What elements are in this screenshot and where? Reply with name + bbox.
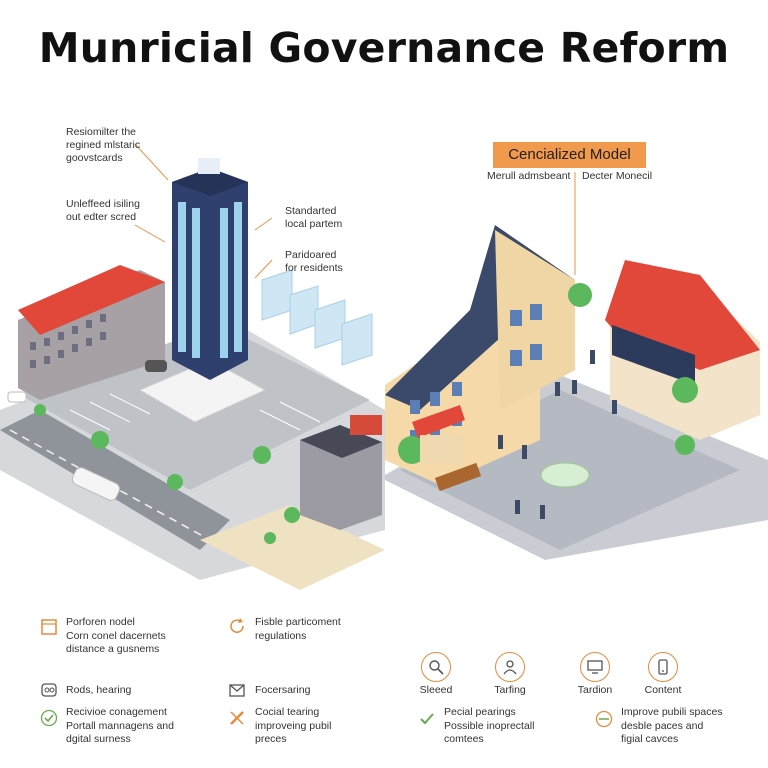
city-illustration: [0, 110, 768, 590]
feature-recivioe-conagement: Recivioe conagement Portall mannagens and dgital surness: [66, 706, 174, 745]
annotation-regional-standards: Resiomilter the regined mlstaric goovstcards: [66, 126, 141, 164]
person-icon: [495, 652, 525, 682]
feature-porforen-model: Porforen nodel Corn conel dacernets distance a gusnems: [66, 616, 166, 655]
envelope-icon: [228, 681, 246, 699]
circle-label-tarfing: Tarfing: [494, 684, 526, 696]
feature-rods-hearing: Rods, hearing: [66, 684, 132, 696]
circle-label-tardion: Tardion: [577, 684, 613, 696]
search-icon: [421, 652, 451, 682]
check-icon: [418, 710, 436, 728]
feature-focersaring: Focersaring: [255, 684, 311, 696]
right-district-scene: [385, 225, 768, 560]
phone-icon: [648, 652, 678, 682]
document-icon: [40, 618, 58, 636]
tools-icon: [228, 709, 246, 727]
screen-icon: [580, 652, 610, 682]
circle-label-sleeed: Sleeed: [419, 684, 453, 696]
feature-cocial-tearing: Cocial tearing improveing pubil preces: [255, 706, 332, 745]
refresh-icon: [228, 617, 246, 635]
model-sub-right: Decter Monecil: [582, 170, 653, 182]
feature-flexible-participation: Fisble particoment regulations: [255, 616, 341, 642]
check-icon: [40, 709, 58, 727]
slash-circle-icon: [595, 710, 613, 728]
feature-pecial-pearings: Pecial pearings Possible inoprectall comtees: [444, 706, 535, 745]
page-title: Munricial Governance Reform: [38, 24, 730, 72]
annotation-standard-pattern: Standarted local partem: [285, 205, 343, 230]
feature-improve-public-spaces: Improve pubili spaces desble paces and figial cavces: [621, 706, 723, 745]
annotation-residents: Paridoared for residents: [285, 249, 343, 274]
annotation-unified-listing: Unleffeed isiling out edter scred: [66, 198, 140, 223]
centralized-model-badge: Cencialized Model: [493, 142, 646, 168]
model-sub-left: Merull admsbeant: [487, 170, 571, 182]
meeting-icon: [40, 681, 58, 699]
circle-label-content: Content: [644, 684, 682, 696]
